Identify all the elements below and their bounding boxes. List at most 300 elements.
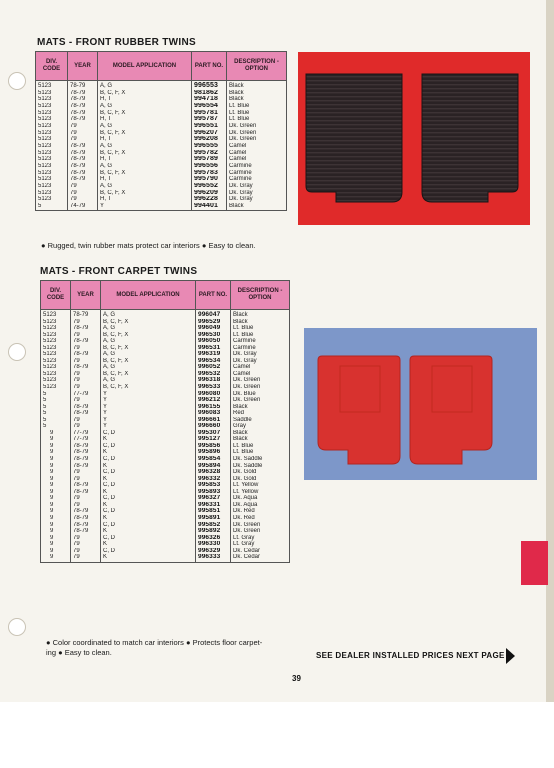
div-code-cell: 9 (41, 554, 71, 562)
table-row (36, 143, 287, 150)
description-cell: Dk. Gold (231, 469, 290, 476)
year-cell: 78-79 (71, 410, 101, 417)
description-cell: Dk. Red (231, 508, 290, 515)
model-cell: C, D (101, 456, 196, 463)
year-cell: 78-79 (71, 456, 101, 463)
table-row (36, 136, 287, 143)
description-cell: Dk. Cedar (231, 548, 290, 555)
part-number-cell: 995853 (196, 482, 231, 489)
part-number-cell: 996049 (196, 325, 231, 332)
binder-hole-top (8, 72, 26, 90)
div-code-cell: 5123 (36, 116, 68, 123)
model-cell: B, C, F, X (98, 110, 192, 117)
div-code-cell: 5123 (41, 338, 71, 345)
year-cell: 78-79 (68, 103, 98, 110)
model-cell: K (101, 436, 196, 443)
description-cell: Carmine (227, 170, 287, 177)
year-cell: 79 (68, 123, 98, 130)
part-header: PART NO. (192, 52, 227, 81)
model-cell: C, D (101, 482, 196, 489)
div-code-cell: 5 (41, 410, 71, 417)
div-code-cell: 9 (41, 489, 71, 496)
description-cell: Dk. Gray (227, 183, 287, 190)
div-code-cell: 5123 (41, 332, 71, 339)
carpet-mats-photo (304, 328, 537, 480)
model-cell: Y (101, 397, 196, 404)
part-number-cell: 995896 (196, 449, 231, 456)
part-number-cell: 996207 (192, 130, 227, 137)
year-cell: 79 (71, 535, 101, 542)
part-number-cell: 996531 (196, 345, 231, 352)
part-number-cell: 996554 (192, 103, 227, 110)
div-code-cell: 5123 (41, 364, 71, 371)
part-number-cell: 996083 (196, 410, 231, 417)
model-cell: B, C, F, X (98, 170, 192, 177)
model-cell: K (101, 502, 196, 509)
description-cell: Dk. Saddle (231, 463, 290, 470)
model-header: MODEL APPLICATION (101, 281, 196, 310)
year-cell: 78-79 (68, 156, 98, 163)
description-cell: Dk. Red (231, 515, 290, 522)
part-number-cell: 996555 (192, 143, 227, 150)
part-number-cell: 996318 (196, 377, 231, 384)
year-cell: 78-79 (68, 110, 98, 117)
model-cell: A, G (101, 338, 196, 345)
div-code-cell: 5 (36, 203, 68, 211)
model-cell: Y (101, 423, 196, 430)
div-code-cell: 5123 (41, 351, 71, 358)
div-code-cell: 5123 (41, 345, 71, 352)
model-cell: C, D (101, 469, 196, 476)
carpet-note-line2: ing ● Easy to clean. (46, 648, 112, 657)
div-code-cell: 5123 (41, 377, 71, 384)
div-code-cell: 9 (41, 469, 71, 476)
model-cell: B, C, F, X (101, 319, 196, 326)
page-number: 39 (292, 674, 301, 683)
model-cell: H, T (98, 156, 192, 163)
description-cell: Dk. Green (231, 528, 290, 535)
year-cell: 79 (68, 130, 98, 137)
description-cell: Red (231, 410, 290, 417)
rubber-mat-left (306, 74, 402, 202)
div-code-cell: 5123 (36, 130, 68, 137)
description-cell: Camel (227, 156, 287, 163)
model-cell: A, G (101, 364, 196, 371)
dealer-prices-link[interactable]: SEE DEALER INSTALLED PRICES NEXT PAGE (316, 651, 505, 660)
div-code-cell: 9 (41, 502, 71, 509)
part-number-cell: 996533 (196, 384, 231, 391)
div-code-cell: 5123 (36, 136, 68, 143)
description-cell: Dk. Saddle (231, 456, 290, 463)
description-cell: Saddle (231, 417, 290, 424)
description-cell: Camel (227, 143, 287, 150)
model-cell: Y (101, 417, 196, 424)
description-cell: Lt. Blue (231, 325, 290, 332)
year-cell: 78-79 (68, 90, 98, 97)
part-number-cell: 996155 (196, 404, 231, 411)
description-cell: Black (227, 81, 287, 90)
description-cell: Dk. Gold (231, 476, 290, 483)
carpet-mat-left (318, 356, 400, 464)
year-cell: 78-79 (71, 489, 101, 496)
year-cell: 78-79 (71, 522, 101, 529)
part-number-cell: 996331 (196, 502, 231, 509)
model-cell: H, T (98, 96, 192, 103)
model-cell: B, C, F, X (98, 150, 192, 157)
table-row (36, 163, 287, 170)
table-header-row (36, 52, 287, 81)
year-cell: 79 (68, 190, 98, 197)
model-cell: Y (101, 391, 196, 398)
description-cell: Carmine (227, 163, 287, 170)
div-code-cell: 5 (41, 404, 71, 411)
div-code-cell: 5123 (41, 325, 71, 332)
model-cell: A, G (101, 377, 196, 384)
description-cell: Dk. Gray (231, 351, 290, 358)
part-number-cell: 995127 (196, 436, 231, 443)
year-cell: 78-79 (68, 150, 98, 157)
description-cell: Black (231, 404, 290, 411)
model-cell: C, D (101, 443, 196, 450)
div-code-cell: 5123 (41, 319, 71, 326)
year-cell: 78-79 (68, 176, 98, 183)
model-cell: A, G (98, 81, 192, 90)
div-code-cell: 5123 (36, 96, 68, 103)
carpet-mats-image (304, 328, 537, 480)
div-code-cell: 9 (41, 528, 71, 535)
part-number-cell: 995856 (196, 443, 231, 450)
model-cell: A, G (98, 103, 192, 110)
part-number-cell: 995781 (192, 110, 227, 117)
binder-hole-bottom (8, 618, 26, 636)
model-cell: H, T (98, 196, 192, 203)
year-cell: 74-79 (68, 203, 98, 211)
model-cell: K (101, 528, 196, 535)
model-cell: Y (101, 410, 196, 417)
part-number-cell: 996328 (196, 469, 231, 476)
div-code-cell: 5123 (36, 183, 68, 190)
table-row (36, 81, 287, 90)
model-cell: K (101, 515, 196, 522)
part-number-cell: 996333 (196, 554, 231, 562)
description-cell: Dk. Cedar (231, 554, 290, 562)
year-cell: 78-79 (71, 463, 101, 470)
description-cell: Lt. Blue (231, 443, 290, 450)
div-code-cell: 5 (41, 391, 71, 398)
year-cell: 77-79 (71, 436, 101, 443)
carpet-note (46, 638, 262, 658)
model-cell: B, C, F, X (98, 130, 192, 137)
description-cell: Dk. Gray (227, 196, 287, 203)
model-cell: B, C, F, X (101, 332, 196, 339)
div-code-cell: 5123 (36, 163, 68, 170)
div-code-cell: 5123 (36, 81, 68, 90)
div-code-cell: 9 (41, 508, 71, 515)
description-cell: Dk. Green (227, 136, 287, 143)
part-number-cell: 996052 (196, 364, 231, 371)
description-header: DESCRIPTION - OPTION (227, 52, 287, 81)
div-code-cell: 9 (41, 495, 71, 502)
model-cell: C, D (101, 430, 196, 437)
div-code-cell: 5123 (36, 176, 68, 183)
part-number-cell: 996319 (196, 351, 231, 358)
model-cell: A, G (101, 310, 196, 319)
div-code-cell: 9 (41, 515, 71, 522)
binder-hole-middle (8, 343, 26, 361)
part-number-cell: 995851 (196, 508, 231, 515)
div-code-cell: 5123 (36, 156, 68, 163)
div-code-cell: 9 (41, 443, 71, 450)
part-number-cell: 996660 (196, 423, 231, 430)
section-tab-marker (521, 541, 548, 585)
year-cell: 78-79 (71, 351, 101, 358)
part-number-cell: 996209 (192, 190, 227, 197)
part-number-cell: 995854 (196, 456, 231, 463)
model-cell: K (101, 489, 196, 496)
part-number-cell: 996228 (192, 196, 227, 203)
year-cell: 79 (71, 554, 101, 562)
model-cell: A, G (98, 183, 192, 190)
part-number-cell: 981862 (192, 90, 227, 97)
description-cell: Camel (227, 150, 287, 157)
year-cell: 78-79 (71, 449, 101, 456)
year-cell: 78-79 (71, 482, 101, 489)
part-number-cell: 996551 (192, 123, 227, 130)
description-cell: Black (227, 90, 287, 97)
part-number-cell: 995891 (196, 515, 231, 522)
year-cell: 79 (68, 136, 98, 143)
table-row (36, 203, 287, 211)
part-number-cell: 996661 (196, 417, 231, 424)
div-code-cell: 5123 (36, 143, 68, 150)
year-cell: 79 (71, 345, 101, 352)
year-header: YEAR (71, 281, 101, 310)
model-cell: Y (98, 203, 192, 211)
part-number-cell: 995782 (192, 150, 227, 157)
part-number-cell: 996080 (196, 391, 231, 398)
year-cell: 78-79 (68, 170, 98, 177)
year-cell: 79 (71, 495, 101, 502)
year-cell: 79 (71, 332, 101, 339)
part-number-cell: 994401 (192, 203, 227, 211)
year-cell: 78-79 (71, 338, 101, 345)
div-code-cell: 9 (41, 548, 71, 555)
description-cell: Dk. Green (231, 384, 290, 391)
description-cell: Lt. Blue (231, 449, 290, 456)
div-code-cell: 5123 (36, 90, 68, 97)
year-cell: 78-79 (71, 364, 101, 371)
model-cell: K (101, 541, 196, 548)
table-row (36, 150, 287, 157)
description-cell: Gray (231, 423, 290, 430)
year-cell: 79 (71, 371, 101, 378)
carpet-mat-right (410, 356, 492, 464)
year-cell: 78-79 (71, 528, 101, 535)
description-cell: Carmine (231, 345, 290, 352)
description-cell: Dk. Green (231, 397, 290, 404)
model-cell: C, D (101, 548, 196, 555)
div-code-cell: 5 (41, 397, 71, 404)
description-cell: Lt. Yellow (231, 482, 290, 489)
page-edge (546, 0, 554, 702)
part-number-cell: 996332 (196, 476, 231, 483)
part-number-cell: 994718 (192, 96, 227, 103)
div-code-cell: 9 (41, 430, 71, 437)
year-cell: 79 (71, 417, 101, 424)
table-row (41, 554, 290, 562)
description-cell: Dk. Gray (227, 190, 287, 197)
year-header: YEAR (68, 52, 98, 81)
year-cell: 78-79 (71, 325, 101, 332)
model-cell: B, C, F, X (98, 90, 192, 97)
part-number-cell: 995790 (192, 176, 227, 183)
year-cell: 77-79 (71, 430, 101, 437)
part-number-cell: 996327 (196, 495, 231, 502)
description-cell: Dk. Blue (231, 391, 290, 398)
div-code-cell: 5 (41, 417, 71, 424)
description-cell: Dk. Green (231, 522, 290, 529)
model-cell: C, D (101, 508, 196, 515)
next-page-arrow-icon[interactable] (506, 648, 515, 664)
description-cell: Lt. Gray (231, 541, 290, 548)
div-code-cell: 5123 (41, 371, 71, 378)
table-row (36, 190, 287, 197)
model-cell: A, G (98, 123, 192, 130)
div-code-cell: 5123 (36, 123, 68, 130)
description-cell: Lt. Blue (227, 116, 287, 123)
table-row (36, 116, 287, 123)
div-code-cell: 9 (41, 456, 71, 463)
description-cell: Dk. Green (231, 377, 290, 384)
year-cell: 78-79 (71, 404, 101, 411)
table-header-row (41, 281, 290, 310)
part-number-cell: 996530 (196, 332, 231, 339)
table-row (36, 103, 287, 110)
description-cell: Black (231, 319, 290, 326)
model-cell: C, D (101, 535, 196, 542)
part-number-cell: 996326 (196, 535, 231, 542)
description-header: DESCRIPTION - OPTION (231, 281, 290, 310)
year-cell: 78-79 (71, 443, 101, 450)
rubber-note: ● Rugged, twin rubber mats protect car interiors ● Easy to clean. (41, 241, 256, 250)
description-cell: Black (231, 436, 290, 443)
model-cell: H, T (98, 116, 192, 123)
part-number-cell: 995783 (192, 170, 227, 177)
model-cell: A, G (98, 143, 192, 150)
year-cell: 78-79 (71, 515, 101, 522)
year-cell: 79 (71, 548, 101, 555)
part-number-cell: 996047 (196, 310, 231, 319)
description-cell: Carmine (231, 338, 290, 345)
model-cell: C, D (101, 522, 196, 529)
rubber-mats-table (35, 51, 287, 211)
model-cell: K (101, 476, 196, 483)
model-cell: K (101, 554, 196, 562)
part-header: PART NO. (196, 281, 231, 310)
part-number-cell: 996534 (196, 358, 231, 365)
year-cell: 78-79 (71, 310, 101, 319)
div-code-cell: 9 (41, 482, 71, 489)
div-code-cell: 5123 (36, 170, 68, 177)
model-cell: Y (101, 404, 196, 411)
year-cell: 79 (71, 377, 101, 384)
part-number-cell: 995787 (192, 116, 227, 123)
carpet-note-line1: ● Color coordinated to match car interiors ● Protects floor carpet- (46, 638, 263, 647)
div-code-cell: 5123 (36, 110, 68, 117)
div-code-cell: 9 (41, 541, 71, 548)
rubber-mats-image (298, 52, 530, 225)
div-code-cell: 5123 (41, 358, 71, 365)
description-cell: Dk. Aqua (231, 495, 290, 502)
year-cell: 78-79 (68, 96, 98, 103)
part-number-cell: 995852 (196, 522, 231, 529)
table-row (36, 130, 287, 137)
part-number-cell: 995892 (196, 528, 231, 535)
part-number-cell: 996208 (192, 136, 227, 143)
year-cell: 77-79 (71, 391, 101, 398)
year-cell: 79 (71, 476, 101, 483)
description-cell: Dk. Aqua (231, 502, 290, 509)
div-code-cell: 9 (41, 463, 71, 470)
div-code-header: DIV. CODE (36, 52, 68, 81)
description-cell: Lt. Gray (231, 535, 290, 542)
model-cell: C, D (101, 495, 196, 502)
div-code-cell: 9 (41, 449, 71, 456)
rubber-section-title: MATS - FRONT RUBBER TWINS (37, 37, 196, 48)
year-cell: 79 (71, 502, 101, 509)
description-cell: Black (231, 430, 290, 437)
table-row (36, 96, 287, 103)
rubber-mat-right (422, 74, 518, 202)
div-code-cell: 5123 (36, 103, 68, 110)
rubber-mats-photo (298, 52, 530, 225)
description-cell: Black (231, 310, 290, 319)
table-row (36, 183, 287, 190)
part-number-cell: 996553 (192, 81, 227, 90)
part-number-cell: 995893 (196, 489, 231, 496)
description-cell: Camel (231, 371, 290, 378)
div-code-header: DIV. CODE (41, 281, 71, 310)
part-number-cell: 995894 (196, 463, 231, 470)
part-number-cell: 996552 (192, 183, 227, 190)
part-number-cell: 995307 (196, 430, 231, 437)
year-cell: 79 (71, 319, 101, 326)
description-cell: Camel (231, 364, 290, 371)
model-cell: A, G (101, 325, 196, 332)
div-code-cell: 5 (41, 423, 71, 430)
carpet-section-title: MATS - FRONT CARPET TWINS (40, 266, 198, 277)
table-row (36, 176, 287, 183)
div-code-cell: 5123 (36, 190, 68, 197)
model-cell: B, C, F, X (98, 190, 192, 197)
year-cell: 79 (71, 384, 101, 391)
table-row (36, 110, 287, 117)
carpet-mats-table (40, 280, 290, 563)
div-code-cell: 9 (41, 522, 71, 529)
description-cell: Lt. Blue (227, 103, 287, 110)
table-row (41, 310, 290, 319)
year-cell: 79 (71, 541, 101, 548)
description-cell: Dk. Green (227, 123, 287, 130)
table-row (36, 170, 287, 177)
year-cell: 79 (68, 183, 98, 190)
description-cell: Lt. Blue (227, 110, 287, 117)
description-cell: Lt. Yellow (231, 489, 290, 496)
description-cell: Black (227, 96, 287, 103)
model-cell: B, C, F, X (101, 371, 196, 378)
table-row (36, 90, 287, 97)
year-cell: 79 (71, 358, 101, 365)
